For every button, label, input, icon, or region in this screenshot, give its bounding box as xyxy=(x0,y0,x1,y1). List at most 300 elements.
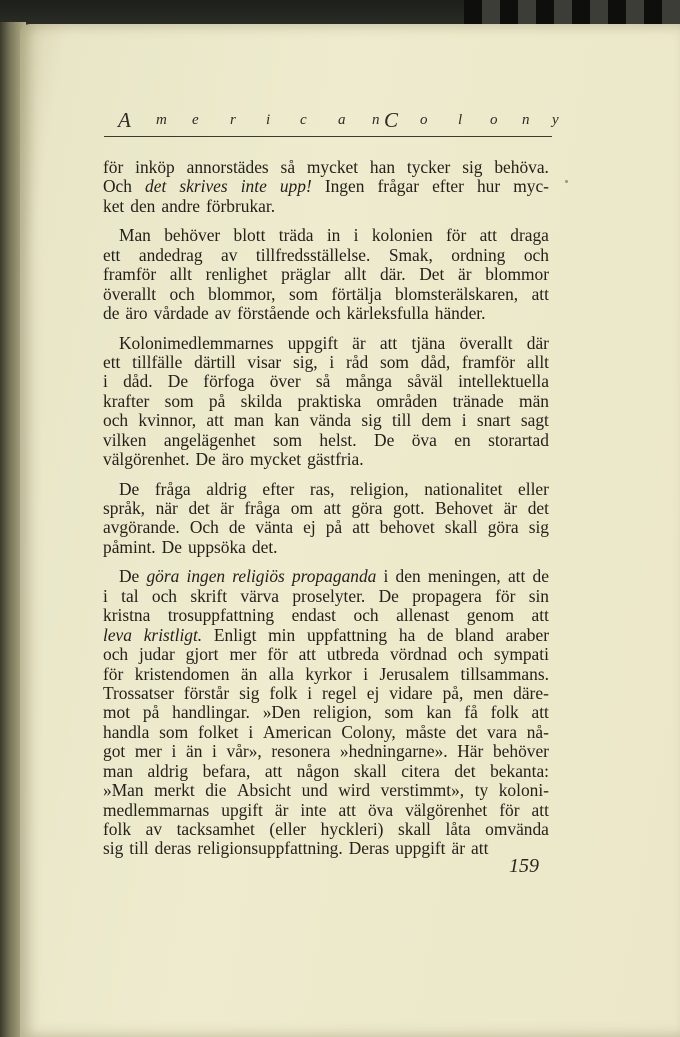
word: och xyxy=(315,303,341,324)
word: i xyxy=(103,371,108,392)
word: sig xyxy=(528,517,549,538)
word: öva xyxy=(367,799,394,820)
word: göra xyxy=(351,498,383,518)
header-letter: i xyxy=(266,112,271,128)
header-letter: c xyxy=(300,112,307,128)
word: handla xyxy=(103,721,150,742)
text-line xyxy=(103,411,549,430)
word: dåd, xyxy=(420,351,451,372)
word: endast xyxy=(291,605,337,626)
text-line xyxy=(103,392,549,411)
word: på, xyxy=(442,682,464,703)
word: skall xyxy=(444,517,478,538)
word: de xyxy=(103,303,120,324)
text-line xyxy=(103,703,549,722)
word: efter xyxy=(432,176,464,197)
word: De xyxy=(195,449,216,470)
word: sig xyxy=(103,838,124,859)
word: vänta xyxy=(255,517,294,538)
word: ej xyxy=(366,682,380,703)
word: behöver xyxy=(492,741,549,762)
word: »Man xyxy=(103,780,144,801)
word: und xyxy=(301,780,328,801)
word: omvända xyxy=(485,819,549,839)
word: storartad xyxy=(488,429,549,450)
word: mer xyxy=(134,741,162,762)
word: propagera xyxy=(412,585,482,606)
word: för xyxy=(445,225,467,246)
word: tränade xyxy=(452,390,504,411)
word: leva xyxy=(103,624,132,645)
word: träda xyxy=(278,225,314,246)
text-line xyxy=(103,587,549,606)
header-letter: y xyxy=(552,112,559,128)
text-line xyxy=(103,353,549,372)
word: myc- xyxy=(513,176,549,197)
word: Kolonimedlemmarnes xyxy=(119,332,274,353)
word: vilken xyxy=(103,429,147,450)
header-letter: m xyxy=(156,112,167,128)
word: han xyxy=(369,157,396,177)
word: upp! xyxy=(279,176,312,197)
word: där. xyxy=(379,264,406,285)
word: än xyxy=(240,663,258,684)
header-letter: e xyxy=(192,112,199,128)
word: att xyxy=(379,332,398,353)
word: ras, xyxy=(309,478,335,499)
word: Här xyxy=(457,741,484,762)
word: inte xyxy=(240,176,267,197)
word: om xyxy=(290,498,313,518)
word: är xyxy=(220,498,234,518)
word: religion, xyxy=(350,478,409,499)
word: sagt xyxy=(520,410,549,431)
word: man xyxy=(103,760,133,781)
word: att xyxy=(338,799,356,820)
word: ty xyxy=(474,780,489,801)
text-line xyxy=(103,645,549,664)
word: att xyxy=(531,605,549,626)
word: inte xyxy=(300,799,327,820)
word: trosuppfattning xyxy=(167,605,275,626)
word: och xyxy=(523,244,549,265)
word: sig xyxy=(239,682,260,703)
word: utbreda xyxy=(326,644,380,665)
word: ej xyxy=(303,517,316,538)
paragraph-gap xyxy=(103,324,549,334)
text-line xyxy=(103,450,549,469)
text-line xyxy=(103,334,549,353)
word: av xyxy=(214,303,232,324)
word: (eller xyxy=(269,819,307,839)
word: råd xyxy=(345,351,369,372)
word: allt xyxy=(344,264,367,285)
word: Smak, xyxy=(388,244,433,265)
header-letter: n xyxy=(522,112,530,128)
word: måste xyxy=(405,721,447,742)
word: gjort xyxy=(185,644,219,665)
word: Ingen xyxy=(324,176,365,197)
word: citera xyxy=(401,760,440,781)
word: förstår xyxy=(183,682,230,703)
word: språk, xyxy=(103,498,146,518)
word: och xyxy=(353,605,379,626)
header-rule xyxy=(104,136,552,137)
word: är xyxy=(458,264,472,285)
word: där xyxy=(526,332,549,353)
word: De xyxy=(378,585,399,606)
word: allenast xyxy=(396,605,450,626)
word: än xyxy=(186,741,203,762)
word: tycker xyxy=(406,157,451,177)
word: kan xyxy=(426,702,452,723)
word: draga xyxy=(510,225,549,246)
word: American xyxy=(262,721,332,742)
word: välgörenhet xyxy=(405,799,488,820)
word: i xyxy=(248,721,254,742)
word: vördnad xyxy=(389,644,447,665)
word: kvinnor, xyxy=(138,410,197,431)
text-line xyxy=(103,158,549,177)
word: behöva. xyxy=(494,157,549,177)
word: för xyxy=(103,663,124,684)
word: kristligt. xyxy=(143,624,203,645)
word: och xyxy=(103,644,129,665)
word: i xyxy=(307,682,313,703)
word: sig, xyxy=(292,351,318,372)
word: att xyxy=(531,283,549,304)
text-line xyxy=(103,197,549,216)
word: de xyxy=(427,624,444,645)
header-letter: r xyxy=(230,112,236,128)
word: uppgift xyxy=(287,332,338,353)
word: det xyxy=(454,760,476,781)
word: Och xyxy=(103,176,132,197)
text-line xyxy=(103,304,549,323)
word: Deras xyxy=(348,838,390,859)
word: göra xyxy=(487,517,519,538)
text-line xyxy=(103,246,549,265)
word: därtill xyxy=(194,351,236,372)
word: av xyxy=(221,244,238,265)
word: att xyxy=(531,702,549,723)
word: i xyxy=(353,225,359,246)
word: framför xyxy=(103,264,157,285)
text-line xyxy=(103,684,549,703)
word: överallt xyxy=(103,283,157,304)
word: got xyxy=(103,741,126,762)
word: genom xyxy=(466,605,515,626)
word: kristna xyxy=(103,605,151,626)
text-line xyxy=(103,626,549,645)
word: tillfredsställelse. xyxy=(255,244,371,265)
text-line xyxy=(103,177,549,196)
word: alla xyxy=(268,663,294,684)
word: är xyxy=(274,799,289,820)
word: Jerusalem xyxy=(379,663,450,684)
word: vidare xyxy=(389,682,433,703)
body-text xyxy=(103,158,549,859)
word: det xyxy=(145,176,167,197)
word: die xyxy=(205,780,227,801)
text-line xyxy=(103,431,549,450)
word: vårdade xyxy=(153,303,209,324)
header-letter: o xyxy=(490,112,498,128)
word: resonera xyxy=(271,741,331,762)
word: kristendomen xyxy=(134,663,230,684)
word: i xyxy=(329,351,335,372)
word: krafter xyxy=(103,390,150,411)
word: proselyter. xyxy=(292,585,366,606)
word: angelägenhet xyxy=(163,429,256,450)
text-line xyxy=(103,499,549,518)
word: koloni- xyxy=(498,780,549,801)
word: efter xyxy=(262,478,295,499)
word: blott xyxy=(233,225,266,246)
word: som xyxy=(273,429,303,450)
word: som xyxy=(384,702,414,723)
word: det xyxy=(455,721,478,742)
word: ha xyxy=(398,624,416,645)
word: dem xyxy=(421,410,452,431)
word: medlemmarnas xyxy=(103,799,210,820)
word: sympati xyxy=(493,644,549,665)
word: tacksamhet xyxy=(176,819,255,839)
word: avgörande. xyxy=(103,517,180,538)
word: inköp xyxy=(135,157,175,177)
word: uppgift xyxy=(395,838,446,859)
word: nå- xyxy=(526,721,549,742)
word: Absicht xyxy=(236,780,292,801)
word: påmint. xyxy=(103,536,156,557)
word: så xyxy=(280,157,296,177)
word: Man xyxy=(119,225,151,246)
word: bland xyxy=(455,624,494,645)
word: som xyxy=(164,390,194,411)
word: aldrig xyxy=(206,478,247,499)
text-line xyxy=(103,781,549,800)
word: någon xyxy=(296,760,340,781)
word: regel xyxy=(322,682,357,703)
word: tillsammans. xyxy=(460,663,549,684)
text-line xyxy=(103,372,549,391)
word: överallt xyxy=(459,332,513,353)
header-letter: n xyxy=(372,112,380,128)
word: skall xyxy=(353,760,387,781)
word: för xyxy=(499,799,520,820)
word: behovet xyxy=(379,517,435,538)
word: många xyxy=(345,371,392,392)
word: dåd. xyxy=(123,371,153,392)
word: sig xyxy=(462,157,483,177)
word: uppfattning xyxy=(306,624,388,645)
word: intellektuella xyxy=(458,371,549,392)
word: män xyxy=(519,390,549,411)
word: religion, xyxy=(313,702,372,723)
word: meningen, xyxy=(427,566,501,587)
word: i xyxy=(461,410,467,431)
word: araber xyxy=(505,624,549,645)
word: blommor, xyxy=(208,283,276,304)
word: skrives xyxy=(179,176,228,197)
word: gott. xyxy=(393,498,425,518)
word: däre- xyxy=(513,682,549,703)
word: kärleksfulla xyxy=(346,303,429,324)
word: på xyxy=(142,702,160,723)
word: över xyxy=(269,371,301,392)
header-letter: a xyxy=(338,112,346,128)
word: förfoga xyxy=(203,371,255,392)
word: propaganda xyxy=(291,566,377,587)
word: på xyxy=(325,517,343,538)
word: De xyxy=(161,536,182,557)
word: de xyxy=(228,517,246,538)
word: judar xyxy=(139,644,175,665)
word: behöver xyxy=(164,225,221,246)
word: »hedningarne». xyxy=(339,741,448,762)
word: ordning xyxy=(451,244,506,265)
word: som xyxy=(288,283,318,304)
word: för xyxy=(495,585,516,606)
word: att xyxy=(352,517,370,538)
word: är xyxy=(451,838,466,859)
word: när xyxy=(155,498,178,518)
word: De xyxy=(119,478,140,499)
word: Colony, xyxy=(341,721,396,742)
text-line xyxy=(103,742,549,761)
text-line xyxy=(103,606,549,625)
text-line xyxy=(103,665,549,684)
word: välgörenhet. xyxy=(103,449,190,470)
word: till xyxy=(391,410,412,431)
word: få xyxy=(464,702,478,723)
word: det. xyxy=(251,536,278,557)
word: händer. xyxy=(434,303,486,324)
word: den xyxy=(130,195,156,216)
word: religionsuppfattning. xyxy=(197,838,343,859)
word: De xyxy=(374,429,395,450)
word: ett xyxy=(103,244,121,265)
word: tal xyxy=(121,585,139,606)
word: och xyxy=(103,410,129,431)
word: göra xyxy=(146,566,180,587)
word: religiös xyxy=(232,566,285,587)
word: »Den xyxy=(262,702,301,723)
word: andedrag xyxy=(138,244,203,265)
word: förstående xyxy=(237,303,310,324)
word: låta xyxy=(445,819,471,839)
word: hyckleri) xyxy=(320,819,384,839)
word: ket xyxy=(103,195,125,216)
word: i xyxy=(212,741,217,762)
word: och xyxy=(457,644,483,665)
word: fråga xyxy=(154,478,191,499)
word: en xyxy=(454,429,471,450)
page-number: 159 xyxy=(509,855,539,877)
word: värva xyxy=(240,585,280,606)
text-line xyxy=(103,567,549,586)
word: att xyxy=(323,498,341,518)
word: folk xyxy=(103,819,132,839)
word: för xyxy=(103,157,124,177)
word: uppsöka xyxy=(187,536,246,557)
word: så xyxy=(315,371,331,392)
word: blommor xyxy=(485,264,549,285)
text-line xyxy=(103,538,549,557)
text-line xyxy=(103,801,549,820)
word: äro xyxy=(221,449,244,470)
word: i xyxy=(363,663,369,684)
word: på xyxy=(208,390,226,411)
word: helst. xyxy=(319,429,357,450)
word: bekanta: xyxy=(490,760,549,781)
word: att xyxy=(507,566,526,587)
word: handlingar. xyxy=(172,702,250,723)
word: min xyxy=(268,624,296,645)
word: det xyxy=(188,498,210,518)
word: vara xyxy=(486,721,517,742)
word: områden xyxy=(376,390,438,411)
word: De xyxy=(119,566,140,587)
word: i xyxy=(383,566,389,587)
word: sin xyxy=(528,585,549,606)
word: och xyxy=(169,283,195,304)
text-line xyxy=(103,285,549,304)
text-line xyxy=(103,723,549,742)
word: fråga xyxy=(244,498,281,518)
word: gästfria. xyxy=(307,449,364,470)
word: att xyxy=(298,644,316,665)
word: skrift xyxy=(190,585,228,606)
word: vända xyxy=(309,410,352,431)
word: andre xyxy=(161,195,200,216)
word: som xyxy=(159,721,189,742)
word: tillfälle xyxy=(132,351,183,372)
word: att xyxy=(471,838,489,859)
word: frågar xyxy=(377,176,419,197)
word: Behovet xyxy=(435,498,493,518)
word: kolonien xyxy=(371,225,433,246)
word: Trossatser xyxy=(103,682,174,703)
word: eller xyxy=(518,478,549,499)
word: merkt xyxy=(154,780,195,801)
word: folk xyxy=(269,682,298,703)
paper-speck xyxy=(565,180,568,183)
word: ingen xyxy=(186,566,226,587)
word: de xyxy=(532,566,549,587)
text-line xyxy=(103,265,549,284)
text-line xyxy=(103,226,549,245)
word: mycket xyxy=(249,449,302,470)
header-letter: C xyxy=(384,108,399,132)
word: deras xyxy=(154,838,192,859)
word: det xyxy=(527,498,549,518)
word: upgift xyxy=(221,799,263,820)
word: i xyxy=(103,585,108,606)
word: att xyxy=(264,760,283,781)
word: De xyxy=(167,371,189,392)
word: allt xyxy=(169,264,192,285)
header-letter: l xyxy=(458,112,463,128)
word: präglar xyxy=(281,264,331,285)
word: hur xyxy=(476,176,501,197)
word: till xyxy=(129,838,149,859)
word: som xyxy=(379,351,409,372)
word: befara, xyxy=(202,760,251,781)
word: verstimmt», xyxy=(380,780,465,801)
word: Enligt xyxy=(213,624,257,645)
text-line xyxy=(103,839,549,858)
